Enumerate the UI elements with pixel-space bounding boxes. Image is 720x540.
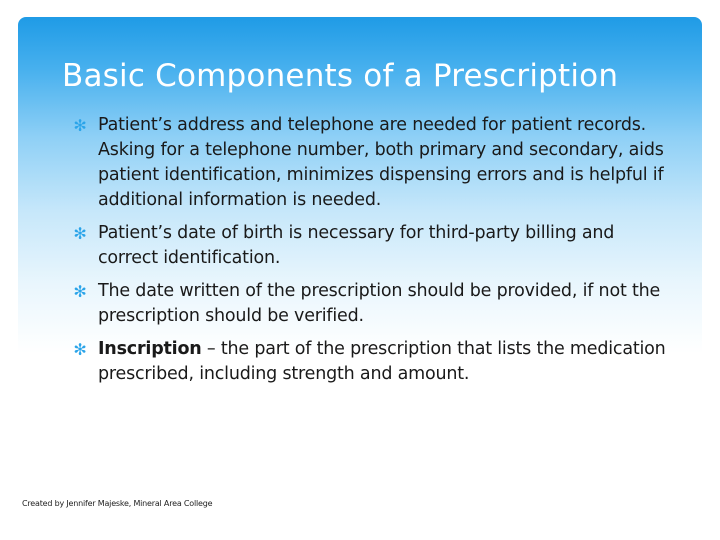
bullet-lead: Inscription — [98, 339, 202, 359]
bullet-list — [72, 113, 672, 395]
bullet-item — [72, 113, 672, 213]
footer-credit: Created by Jennifer Majeske, Mineral Area College — [22, 499, 213, 508]
asterisk-icon: ✻ — [73, 116, 87, 135]
asterisk-icon: ✻ — [73, 224, 87, 243]
bullet-item — [72, 279, 672, 329]
bullet-text: Patient’s date of birth is necessary for third-party billing and correct identification. — [98, 223, 615, 268]
asterisk-icon: ✻ — [73, 282, 87, 301]
bullet-text: The date written of the prescription should be provided, if not the prescription should be verified. — [98, 281, 661, 326]
slide-title: Basic Components of a Prescription — [62, 58, 619, 94]
bullet-item — [72, 337, 672, 387]
bullet-text: Patient’s address and telephone are needed for patient records. Asking for a telephone number, both primary and secondary, aids patient identification, minimizes dispensing errors and is helpful if additional information is needed. — [98, 115, 664, 210]
bullet-text: – the part of the prescription that lists the medication prescribed, including strength and amount. — [98, 339, 666, 384]
bullet-item — [72, 221, 672, 271]
asterisk-icon: ✻ — [73, 340, 87, 359]
